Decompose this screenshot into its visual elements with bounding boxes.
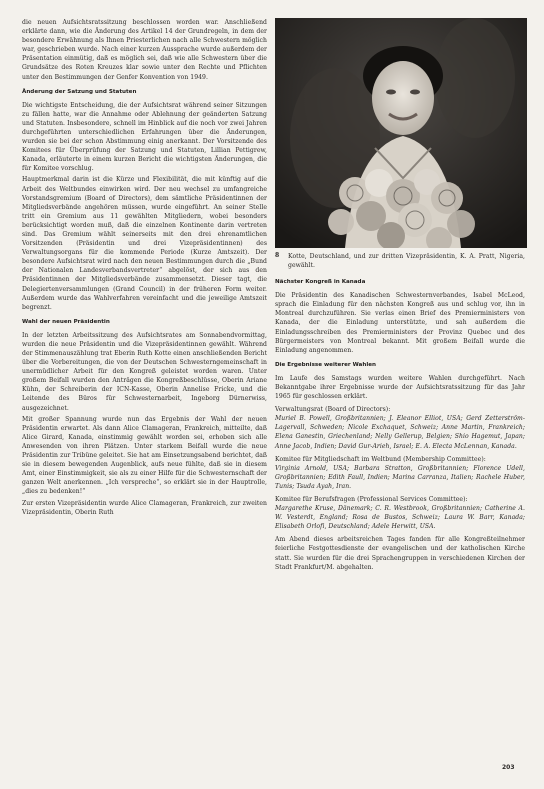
right-column	[275, 18, 525, 572]
next-congress-paragraph: Die Präsidentin des Kanadischen Schwesternverbandes, Isabel McLeod, sprach die Einladung für den nächsten Kongreß aus und schlug vor, ihn in Montreal durchzuführen. Sie verlas einen Brief des Premierministers von Kanada, der die Einladung unterstützte, und sah außerdem die Einladungsschreiben des Premierministers der Provinz Quebec und des Bürgermeisters von Montreal bekannt. Mit großem Beifall wurde die Einladung angenommen.	[275, 292, 525, 354]
closing-paragraph: Am Abend dieses arbeitsreichen Tages fanden für alle Kongreßteilnehmer feierliche Festgottesdienste der evangelischen und der katholischen Kirche statt. Sie wurden für die drei Sprachengruppen in verschiedenen Kirchen der Stadt Frankfurt/M. abgehalten.	[275, 536, 525, 571]
portrait-photo-graphic	[275, 18, 527, 248]
left-column	[22, 18, 267, 517]
election-paragraph-2: Mit großer Spannung wurde nun das Ergebnis der Wahl der neuen Präsidentin erwartet. Als dann Alice Clamageran, Frankreich, mitteilte, daß Alice Girard, Kanada, einstimmig gewählt worden sei, erhoben sich alle Anwesenden von ihren Plätzen. Unter starkem Beifall wurde die neue Präsidentin zur Tribüne geleitet. Sie hat am Einsetzungsabend berichtet, daß sie in diesem bewegenden Augenblick, aufs neue fühlte, daß sie in diesem Amt, einer Einstimmigkeit, sie als zu einer Hilfe für die Schwesternschaft der ganzen Welt anerkennen. „Ich verspreche“, so erklärt sie in der Hauptrolle, „dies zu bedenken!“	[22, 415, 267, 496]
section-heading-next-congress: Nächster Kongreß in Kanada	[275, 279, 366, 286]
photo-caption: Kotte, Deutschland, und zur dritten Vizepräsidentin, K. A. Pratt, Nigeria, gewählt.	[288, 253, 525, 270]
election-paragraph-1: In der letzten Arbeitssitzung des Aufsichtsrates am Sonnabendvormittag, wurden die neue Präsidentin und die Vizepräsidentinnen gewählt. Während der Stimmenauszählung trat Eberin Ruth Kotte einen anschließenden Bericht über die Vorbereitungen, die von der Deutschen Schwesterngemeinschaft in unermüdlicher Arbeit für den Kongreß geleistet worden waren. Unter großem Beifall wurden den Anträgen die Kongreßbeschlüsse, Oberin Ariane Kühn, der Schreiberin der ICN-Kasse, Oberin Annelise Fricke, und die Leitende des Büros für Schwesternarbeit, Ingeborg Dürnerwiss, ausgezeichnet.	[22, 331, 267, 412]
portrait-photo	[275, 18, 527, 248]
page-number: 203	[502, 764, 515, 771]
board-members: Muriel B. Powell, Großbritannien; J. Eleanor Elliot, USA; Gerd Zetterström-Lagervall, Schweden; Nicole Exchaquet, Schweiz; Anne Martin, Frankreich; Elena Ganestin, Griechenland; Nelly Gellerup, Belgien; Shio Hagemut, Japan; Anne Jacob, Indien; David Gur-Arieh, Israel; E. A. Electa McLennan, Kanada.	[275, 415, 525, 450]
section-heading-statutes: Änderung der Satzung und Statuten	[22, 88, 137, 95]
professional-members: Margarethe Kruse, Dänemark; C. R. Westbrook, Großbritannien; Catherine A. W. Vesterdt, England; Rosa de Bustos, Schweiz; Laura W. Barr, Kanada; Elisabeth Orlofi, Deutschland; Adele Herwitt, USA.	[275, 505, 525, 531]
intro-paragraph: die neuen Aufsichtsratssitzung beschlossen worden war. Anschließend erklärte dann, wie die Änderung des Artikel 14 der Grundregeln, in dem der besondere Erwähnung als Ihnen Priesterlichen nach alle Schwestern möglich war, geschrieben wurde. Nach einer kurzen Aussprache wurde außerdem der Präsentation einmütig, daß es möglich sei, daß wie alle Schwestern über die Grundsätze des Roten Kreuzes klar sowie unter den Rechte und Pflichten unter den Bestimmungen der Genfer Konvention von 1949.	[22, 19, 267, 81]
photo-number: 8	[275, 252, 280, 259]
section-heading-elections-results: Die Ergebnisse weiterer Wahlen	[275, 361, 377, 368]
membership-heading: Komitee für Mitgliedschaft im Weltbund (Membership Committee):	[275, 455, 486, 463]
elections-results-paragraph: Im Laufe des Samstags wurden weitere Wahlen durchgeführt. Nach Bekanntgabe ihrer Ergebnisse wurde der Aufsichtsratssitzung für das Jahr 1965 für geschlossen erklärt.	[275, 374, 525, 401]
professional-heading: Komitee für Berufsfragen (Professional Services Committee):	[275, 495, 468, 503]
statutes-paragraph-2: Hauptmerkmal darin ist die Kürze und Flexibilität, die mit künftig auf die Arbeit des Weltbundes einwirken wird. Der neu wechsel zu umfangreiche Vorstandsgremium (Board of Directors), dem sämtliche Präsidentinnen der Mitgliedsverbände angehören müssen, wurde eingeführt. An seiner Stelle tritt ein Gremium aus 11 gewählten Mitgliedern, wobei besonders berücksichtigt worden muß, daß die einzelnen Kontinente darin vertreten sind. Das Gremium wählt seinerseits mit den drei ehrenamtlichen Vorsitzenden (Präsidentin und drei Vizepräsidentinnen) des Verwaltungsorgans für die kommende Periode (Kurze Amtszeit). Der besondere Aufsichtsrat wird nach den neuen Bestimmungen durch die „Bund der Nationalen Landesverbandsvertreter“ abgelöst, der sich aus den Präsidentinnen der Mitgliedsverbände zusammensetzt. Dieser tagt, die Delegiertenversammlungen (Grand Council) in der früheren Form weiter. Außerdem wurde das Wahlverfahren vereinfacht und die jeweilige Amtszeit begrenzt.	[22, 176, 267, 311]
section-heading-election: Wahl der neuen Präsidentin	[22, 318, 110, 325]
statutes-paragraph-1: Die wichtigste Entscheidung, die der Aufsichtsrat während seiner Sitzungen zu fällen hatte, war die Annahme oder Ablehnung der geänderten Satzung und Statuten. Insbesondere, schnell im Hinblick auf die noch vor zwei Jahren durchgeführten unterschiedlichen Erfahrungen über die Änderungen, wurden sie bei der schon Abstimmung einig anerkannt. Der Vorsitzende des Komitees für Überprüfung der Satzung und Statuten, Lillian Pettigrew, Kanada, erläuterte in einem kurzen Bericht die wichtigsten Änderungen, die für Komitee vorschlug.	[22, 101, 267, 173]
board-heading: Verwaltungsrat (Board of Directors):	[275, 406, 391, 414]
election-paragraph-3: Zur ersten Vizepräsidentin wurde Alice Clamageran, Frankreich, zur zweiten Vizepräsidentin, Oberin Ruth	[22, 499, 267, 516]
membership-members: Virginia Arnold, USA; Barbara Stratton, Großbritannien; Florence Udell, Großbritannien; Edith Faull, Indien; Marina Carranza, Italien; Rachele Huber, Tunis; Tsuda Ayah, Iran.	[275, 464, 525, 490]
